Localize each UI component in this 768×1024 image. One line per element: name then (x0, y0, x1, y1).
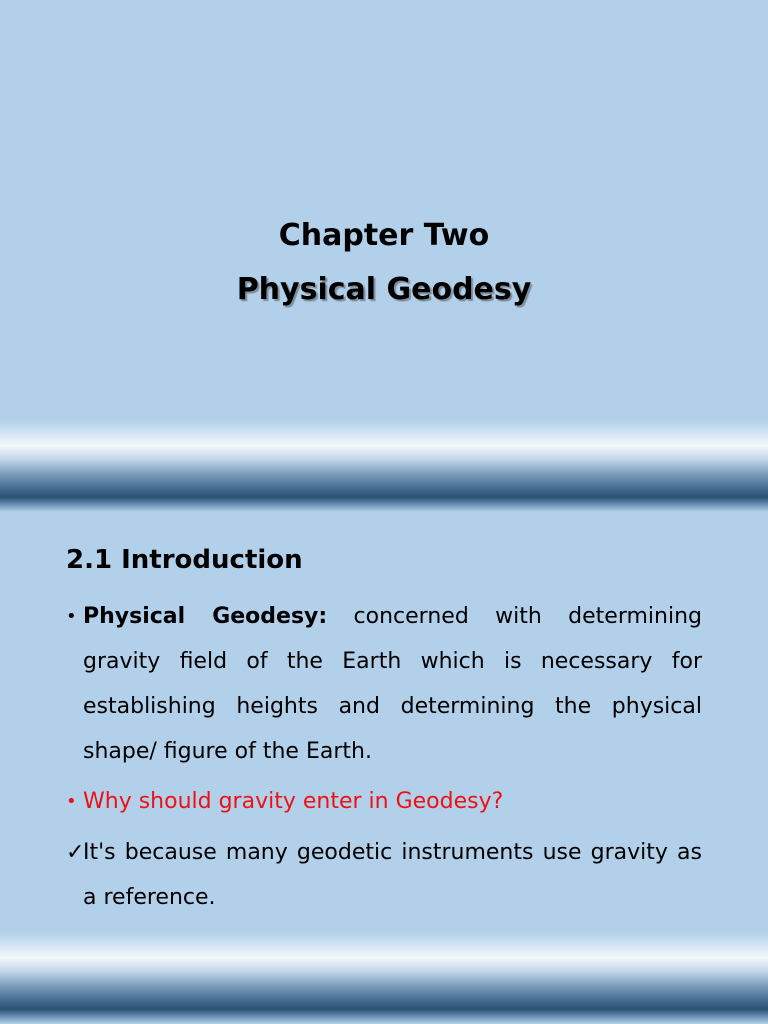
bullet-text: concerned with determining gravity field of the Earth which is necessary for establishing heights and determining the physical shape/ figure of the Earth. (83, 604, 702, 764)
section-heading: 2.1 Introduction (66, 545, 303, 575)
slide-content (66, 540, 702, 920)
content-slide (0, 512, 768, 1024)
chapter-subtitle: Physical Geodesy (236, 272, 532, 307)
bullet-physical-geodesy (66, 594, 702, 774)
decorative-band (0, 932, 768, 1024)
bullet-icon: • (66, 606, 77, 627)
question-text: Why should gravity enter in Geodesy? (83, 789, 504, 814)
bullet-question (66, 779, 702, 824)
check-item (66, 830, 702, 920)
title-block (0, 210, 768, 318)
bullet-term: Physical Geodesy: (83, 604, 328, 629)
chapter-title: Chapter Two (278, 218, 490, 253)
bullet-icon: • (66, 791, 77, 812)
checkmark-icon: ✓ (66, 840, 85, 865)
decorative-band (0, 420, 768, 512)
check-text: It's because many geodetic instruments use gravity as a reference. (83, 840, 702, 910)
